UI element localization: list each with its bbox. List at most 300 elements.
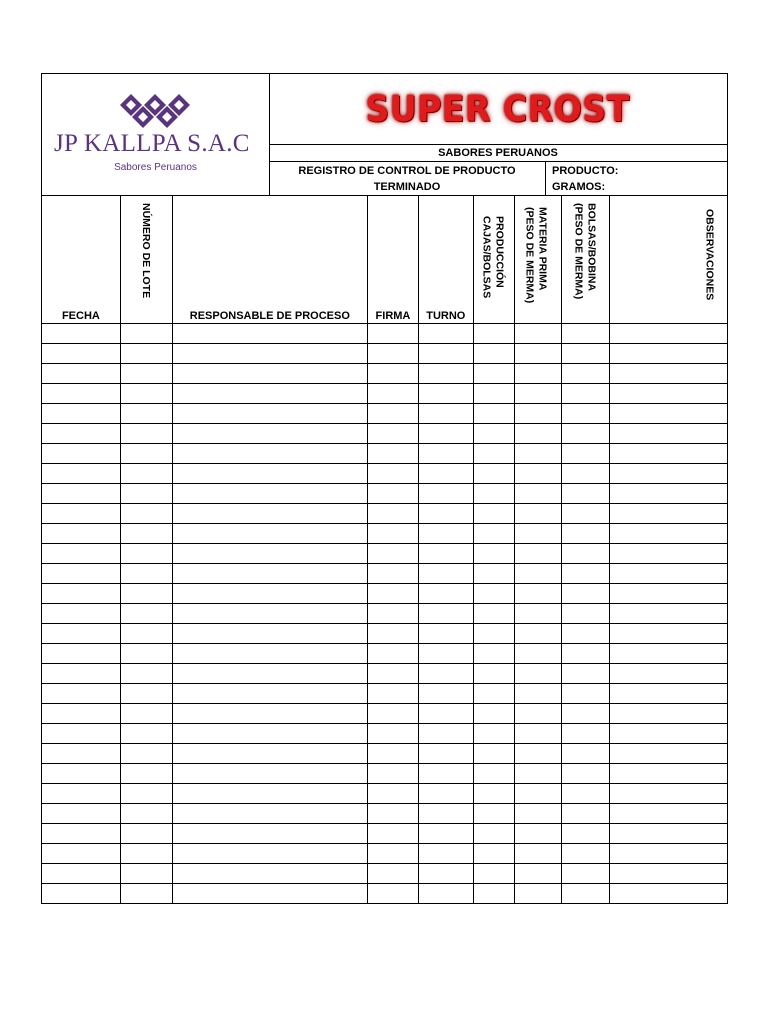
cell-lote[interactable]	[121, 404, 173, 423]
cell-fecha[interactable]	[42, 724, 121, 743]
register-title	[269, 162, 546, 195]
cell-firma[interactable]	[368, 884, 419, 903]
cell-firma[interactable]	[368, 644, 419, 663]
cell-turno[interactable]	[419, 564, 474, 583]
cell-firma[interactable]	[368, 424, 419, 443]
cell-produccion[interactable]	[474, 524, 515, 543]
cell-observaciones[interactable]	[610, 424, 727, 443]
cell-lote[interactable]	[121, 844, 173, 863]
cell-turno[interactable]	[419, 724, 474, 743]
col-label-produccion-line1: PRODUCCIÓN	[493, 216, 506, 288]
cell-firma[interactable]	[368, 384, 419, 403]
cell-materia-prima[interactable]	[515, 664, 563, 683]
cell-turno[interactable]	[419, 424, 474, 443]
col-label-materia-line1: MATERIA PRIMA	[536, 207, 549, 291]
cell-observaciones[interactable]	[610, 844, 727, 863]
cell-responsable[interactable]	[173, 864, 368, 883]
cell-turno[interactable]	[419, 504, 474, 523]
cell-firma[interactable]	[368, 544, 419, 563]
table-row	[41, 344, 728, 364]
cell-materia-prima[interactable]	[515, 344, 563, 363]
cell-responsable[interactable]	[173, 524, 368, 543]
cell-firma[interactable]	[368, 844, 419, 863]
cell-observaciones[interactable]	[610, 704, 727, 723]
cell-turno[interactable]	[419, 584, 474, 603]
cell-responsable[interactable]	[173, 444, 368, 463]
cell-turno[interactable]	[419, 824, 474, 843]
cell-bolsas-bobina[interactable]	[562, 644, 610, 663]
col-header-lote	[121, 196, 173, 323]
cell-observaciones[interactable]	[610, 684, 727, 703]
table-row	[41, 884, 728, 904]
cell-firma[interactable]	[368, 804, 419, 823]
cell-responsable[interactable]	[173, 744, 368, 763]
cell-firma[interactable]	[368, 744, 419, 763]
cell-firma[interactable]	[368, 664, 419, 683]
cell-turno[interactable]	[419, 384, 474, 403]
cell-produccion[interactable]	[474, 664, 515, 683]
cell-observaciones[interactable]	[610, 484, 727, 503]
table-row	[41, 424, 728, 444]
cell-firma[interactable]	[368, 524, 419, 543]
cell-lote[interactable]	[121, 664, 173, 683]
col-header-responsable	[173, 196, 368, 323]
cell-firma[interactable]	[368, 724, 419, 743]
cell-observaciones[interactable]	[610, 744, 727, 763]
register-title-line1: REGISTRO DE CONTROL DE PRODUCTO	[298, 165, 516, 177]
cell-firma[interactable]	[368, 824, 419, 843]
table-row	[41, 704, 728, 724]
cell-produccion[interactable]	[474, 684, 515, 703]
col-label-bolsas-bobina	[571, 203, 597, 299]
cell-lote[interactable]	[121, 724, 173, 743]
cell-produccion[interactable]	[474, 824, 515, 843]
cell-turno[interactable]	[419, 684, 474, 703]
cell-observaciones[interactable]	[610, 724, 727, 743]
cell-responsable[interactable]	[173, 504, 368, 523]
cell-responsable[interactable]	[173, 544, 368, 563]
cell-produccion[interactable]	[474, 504, 515, 523]
cell-lote[interactable]	[121, 884, 173, 903]
cell-lote[interactable]	[121, 504, 173, 523]
cell-firma[interactable]	[368, 364, 419, 383]
table-row	[41, 364, 728, 384]
cell-produccion[interactable]	[474, 384, 515, 403]
cell-bolsas-bobina[interactable]	[562, 404, 610, 423]
cell-materia-prima[interactable]	[515, 584, 563, 603]
cell-observaciones[interactable]	[610, 524, 727, 543]
cell-responsable[interactable]	[173, 364, 368, 383]
cell-turno[interactable]	[419, 404, 474, 423]
col-label-firma: FIRMA	[375, 310, 411, 322]
cell-materia-prima[interactable]	[515, 464, 563, 483]
cell-responsable[interactable]	[173, 664, 368, 683]
cell-observaciones[interactable]	[610, 644, 727, 663]
cell-bolsas-bobina[interactable]	[562, 504, 610, 523]
cell-materia-prima[interactable]	[515, 704, 563, 723]
cell-turno[interactable]	[419, 324, 474, 343]
cell-firma[interactable]	[368, 444, 419, 463]
cell-lote[interactable]	[121, 744, 173, 763]
cell-materia-prima[interactable]	[515, 504, 563, 523]
cell-fecha[interactable]	[42, 704, 121, 723]
cell-responsable[interactable]	[173, 644, 368, 663]
cell-materia-prima[interactable]	[515, 544, 563, 563]
cell-responsable[interactable]	[173, 324, 368, 343]
gramos-label: GRAMOS:	[552, 181, 606, 193]
cell-bolsas-bobina[interactable]	[562, 384, 610, 403]
table-row	[41, 664, 728, 684]
cell-firma[interactable]	[368, 864, 419, 883]
cell-bolsas-bobina[interactable]	[562, 744, 610, 763]
col-label-turno: TURNO	[426, 310, 466, 322]
cell-firma[interactable]	[368, 344, 419, 363]
cell-turno[interactable]	[419, 484, 474, 503]
cell-lote[interactable]	[121, 604, 173, 623]
cell-firma[interactable]	[368, 404, 419, 423]
cell-lote[interactable]	[121, 344, 173, 363]
cell-fecha[interactable]	[42, 524, 121, 543]
cell-materia-prima[interactable]	[515, 524, 563, 543]
cell-turno[interactable]	[419, 524, 474, 543]
cell-firma[interactable]	[368, 604, 419, 623]
cell-bolsas-bobina[interactable]	[562, 664, 610, 683]
cell-lote[interactable]	[121, 804, 173, 823]
cell-lote[interactable]	[121, 624, 173, 643]
cell-bolsas-bobina[interactable]	[562, 824, 610, 843]
table-row	[41, 744, 728, 764]
cell-materia-prima[interactable]	[515, 364, 563, 383]
cell-bolsas-bobina[interactable]	[562, 884, 610, 903]
cell-observaciones[interactable]	[610, 384, 727, 403]
cell-produccion[interactable]	[474, 724, 515, 743]
cell-materia-prima[interactable]	[515, 724, 563, 743]
cell-turno[interactable]	[419, 624, 474, 643]
cell-responsable[interactable]	[173, 784, 368, 803]
cell-produccion[interactable]	[474, 744, 515, 763]
cell-materia-prima[interactable]	[515, 324, 563, 343]
cell-fecha[interactable]	[42, 404, 121, 423]
cell-turno[interactable]	[419, 764, 474, 783]
cell-materia-prima[interactable]	[515, 484, 563, 503]
cell-fecha[interactable]	[42, 424, 121, 443]
cell-responsable[interactable]	[173, 824, 368, 843]
cell-turno[interactable]	[419, 864, 474, 883]
cell-turno[interactable]	[419, 444, 474, 463]
cell-lote[interactable]	[121, 544, 173, 563]
col-label-observaciones: OBSERVACIONES	[703, 209, 716, 301]
col-header-firma	[368, 196, 419, 323]
cell-produccion[interactable]	[474, 404, 515, 423]
table-body	[41, 324, 728, 904]
cell-materia-prima[interactable]	[515, 604, 563, 623]
cell-observaciones[interactable]	[610, 344, 727, 363]
form-sheet	[41, 73, 728, 904]
cell-fecha[interactable]	[42, 844, 121, 863]
cell-fecha[interactable]	[42, 784, 121, 803]
cell-observaciones[interactable]	[610, 664, 727, 683]
cell-firma[interactable]	[368, 764, 419, 783]
cell-produccion[interactable]	[474, 584, 515, 603]
table-row	[41, 644, 728, 664]
cell-bolsas-bobina[interactable]	[562, 624, 610, 643]
cell-turno[interactable]	[419, 744, 474, 763]
cell-fecha[interactable]	[42, 824, 121, 843]
cell-responsable[interactable]	[173, 424, 368, 443]
col-label-lote: NÚMERO DE LOTE	[139, 203, 152, 299]
cell-produccion[interactable]	[474, 344, 515, 363]
cell-bolsas-bobina[interactable]	[562, 424, 610, 443]
cell-responsable[interactable]	[173, 724, 368, 743]
cell-materia-prima[interactable]	[515, 404, 563, 423]
cell-firma[interactable]	[368, 704, 419, 723]
cell-materia-prima[interactable]	[515, 824, 563, 843]
cell-observaciones[interactable]	[610, 604, 727, 623]
cell-lote[interactable]	[121, 564, 173, 583]
cell-materia-prima[interactable]	[515, 804, 563, 823]
col-label-produccion	[480, 216, 506, 298]
cell-firma[interactable]	[368, 504, 419, 523]
cell-bolsas-bobina[interactable]	[562, 764, 610, 783]
cell-lote[interactable]	[121, 644, 173, 663]
cell-turno[interactable]	[419, 364, 474, 383]
cell-fecha[interactable]	[42, 444, 121, 463]
cell-bolsas-bobina[interactable]	[562, 844, 610, 863]
cell-lote[interactable]	[121, 764, 173, 783]
table-row	[41, 464, 728, 484]
cell-lote[interactable]	[121, 384, 173, 403]
cell-turno[interactable]	[419, 604, 474, 623]
cell-produccion[interactable]	[474, 564, 515, 583]
cell-fecha[interactable]	[42, 344, 121, 363]
cell-responsable[interactable]	[173, 704, 368, 723]
table-row	[41, 724, 728, 744]
cell-fecha[interactable]	[42, 744, 121, 763]
cell-turno[interactable]	[419, 544, 474, 563]
cell-fecha[interactable]	[42, 384, 121, 403]
cell-lote[interactable]	[121, 484, 173, 503]
cell-firma[interactable]	[368, 684, 419, 703]
cell-lote[interactable]	[121, 684, 173, 703]
cell-responsable[interactable]	[173, 344, 368, 363]
cell-turno[interactable]	[419, 784, 474, 803]
cell-observaciones[interactable]	[610, 784, 727, 803]
cell-fecha[interactable]	[42, 884, 121, 903]
cell-fecha[interactable]	[42, 364, 121, 383]
cell-produccion[interactable]	[474, 704, 515, 723]
cell-observaciones[interactable]	[610, 624, 727, 643]
cell-firma[interactable]	[368, 624, 419, 643]
cell-firma[interactable]	[368, 584, 419, 603]
cell-responsable[interactable]	[173, 404, 368, 423]
cell-observaciones[interactable]	[610, 804, 727, 823]
cell-lote[interactable]	[121, 424, 173, 443]
cell-lote[interactable]	[121, 784, 173, 803]
cell-produccion[interactable]	[474, 444, 515, 463]
col-label-produccion-line2: CAJAS/BOLSAS	[480, 216, 493, 299]
cell-responsable[interactable]	[173, 684, 368, 703]
cell-fecha[interactable]	[42, 564, 121, 583]
cell-turno[interactable]	[419, 344, 474, 363]
cell-lote[interactable]	[121, 444, 173, 463]
cell-observaciones[interactable]	[610, 824, 727, 843]
cell-observaciones[interactable]	[610, 404, 727, 423]
cell-observaciones[interactable]	[610, 544, 727, 563]
cell-lote[interactable]	[121, 324, 173, 343]
cell-responsable[interactable]	[173, 844, 368, 863]
company-name: JP KALLPA S.A.C	[54, 130, 250, 157]
cell-bolsas-bobina[interactable]	[562, 364, 610, 383]
cell-bolsas-bobina[interactable]	[562, 804, 610, 823]
cell-responsable[interactable]	[173, 564, 368, 583]
cell-responsable[interactable]	[173, 604, 368, 623]
cell-bolsas-bobina[interactable]	[562, 584, 610, 603]
cell-fecha[interactable]	[42, 764, 121, 783]
cell-materia-prima[interactable]	[515, 564, 563, 583]
cell-produccion[interactable]	[474, 764, 515, 783]
cell-produccion[interactable]	[474, 484, 515, 503]
cell-fecha[interactable]	[42, 324, 121, 343]
cell-observaciones[interactable]	[610, 864, 727, 883]
cell-materia-prima[interactable]	[515, 644, 563, 663]
table-row	[41, 784, 728, 804]
cell-turno[interactable]	[419, 884, 474, 903]
cell-observaciones[interactable]	[610, 764, 727, 783]
cell-fecha[interactable]	[42, 484, 121, 503]
table-row	[41, 804, 728, 824]
cell-bolsas-bobina[interactable]	[562, 344, 610, 363]
cell-observaciones[interactable]	[610, 584, 727, 603]
cell-responsable[interactable]	[173, 584, 368, 603]
cell-lote[interactable]	[121, 524, 173, 543]
cell-turno[interactable]	[419, 644, 474, 663]
cell-lote[interactable]	[121, 704, 173, 723]
cell-responsable[interactable]	[173, 624, 368, 643]
cell-materia-prima[interactable]	[515, 884, 563, 903]
cell-fecha[interactable]	[42, 864, 121, 883]
cell-materia-prima[interactable]	[515, 784, 563, 803]
cell-bolsas-bobina[interactable]	[562, 324, 610, 343]
cell-lote[interactable]	[121, 584, 173, 603]
cell-materia-prima[interactable]	[515, 844, 563, 863]
product-fields	[547, 162, 727, 195]
cell-produccion[interactable]	[474, 604, 515, 623]
cell-responsable[interactable]	[173, 764, 368, 783]
cell-materia-prima[interactable]	[515, 424, 563, 443]
cell-bolsas-bobina[interactable]	[562, 524, 610, 543]
cell-bolsas-bobina[interactable]	[562, 684, 610, 703]
cell-lote[interactable]	[121, 464, 173, 483]
cell-fecha[interactable]	[42, 624, 121, 643]
cell-fecha[interactable]	[42, 544, 121, 563]
cell-firma[interactable]	[368, 564, 419, 583]
cell-materia-prima[interactable]	[515, 684, 563, 703]
cell-observaciones[interactable]	[610, 444, 727, 463]
cell-materia-prima[interactable]	[515, 764, 563, 783]
table-row	[41, 584, 728, 604]
cell-produccion[interactable]	[474, 544, 515, 563]
cell-produccion[interactable]	[474, 784, 515, 803]
cell-responsable[interactable]	[173, 804, 368, 823]
table-row	[41, 684, 728, 704]
cell-bolsas-bobina[interactable]	[562, 544, 610, 563]
cell-fecha[interactable]	[42, 584, 121, 603]
table-row	[41, 524, 728, 544]
cell-fecha[interactable]	[42, 684, 121, 703]
cell-fecha[interactable]	[42, 644, 121, 663]
cell-bolsas-bobina[interactable]	[562, 724, 610, 743]
cell-produccion[interactable]	[474, 324, 515, 343]
cell-turno[interactable]	[419, 844, 474, 863]
column-header-row	[41, 196, 728, 324]
cell-firma[interactable]	[368, 784, 419, 803]
cell-bolsas-bobina[interactable]	[562, 864, 610, 883]
cell-bolsas-bobina[interactable]	[562, 484, 610, 503]
cell-observaciones[interactable]	[610, 504, 727, 523]
cell-bolsas-bobina[interactable]	[562, 604, 610, 623]
cell-observaciones[interactable]	[610, 564, 727, 583]
cell-fecha[interactable]	[42, 664, 121, 683]
cell-produccion[interactable]	[474, 464, 515, 483]
cell-turno[interactable]	[419, 704, 474, 723]
cell-produccion[interactable]	[474, 424, 515, 443]
table-row	[41, 544, 728, 564]
cell-observaciones[interactable]	[610, 324, 727, 343]
col-label-responsable: RESPONSABLE DE PROCESO	[189, 310, 350, 322]
cell-firma[interactable]	[368, 324, 419, 343]
cell-produccion[interactable]	[474, 864, 515, 883]
cell-produccion[interactable]	[474, 644, 515, 663]
cell-fecha[interactable]	[42, 504, 121, 523]
cell-firma[interactable]	[368, 484, 419, 503]
cell-bolsas-bobina[interactable]	[562, 564, 610, 583]
cell-turno[interactable]	[419, 804, 474, 823]
cell-materia-prima[interactable]	[515, 624, 563, 643]
cell-produccion[interactable]	[474, 884, 515, 903]
cell-lote[interactable]	[121, 864, 173, 883]
cell-bolsas-bobina[interactable]	[562, 784, 610, 803]
cell-fecha[interactable]	[42, 464, 121, 483]
table-row	[41, 324, 728, 344]
cell-materia-prima[interactable]	[515, 744, 563, 763]
cell-materia-prima[interactable]	[515, 864, 563, 883]
cell-responsable[interactable]	[173, 884, 368, 903]
cell-materia-prima[interactable]	[515, 384, 563, 403]
cell-bolsas-bobina[interactable]	[562, 444, 610, 463]
cell-turno[interactable]	[419, 464, 474, 483]
cell-bolsas-bobina[interactable]	[562, 464, 610, 483]
cell-lote[interactable]	[121, 364, 173, 383]
cell-observaciones[interactable]	[610, 464, 727, 483]
cell-fecha[interactable]	[42, 804, 121, 823]
cell-observaciones[interactable]	[610, 884, 727, 903]
table-row	[41, 504, 728, 524]
cell-lote[interactable]	[121, 824, 173, 843]
cell-produccion[interactable]	[474, 364, 515, 383]
cell-fecha[interactable]	[42, 604, 121, 623]
cell-observaciones[interactable]	[610, 364, 727, 383]
cell-responsable[interactable]	[173, 464, 368, 483]
cell-responsable[interactable]	[173, 384, 368, 403]
cell-firma[interactable]	[368, 464, 419, 483]
cell-responsable[interactable]	[173, 484, 368, 503]
cell-materia-prima[interactable]	[515, 444, 563, 463]
cell-produccion[interactable]	[474, 844, 515, 863]
cell-produccion[interactable]	[474, 624, 515, 643]
cell-bolsas-bobina[interactable]	[562, 704, 610, 723]
cell-turno[interactable]	[419, 664, 474, 683]
cell-produccion[interactable]	[474, 804, 515, 823]
